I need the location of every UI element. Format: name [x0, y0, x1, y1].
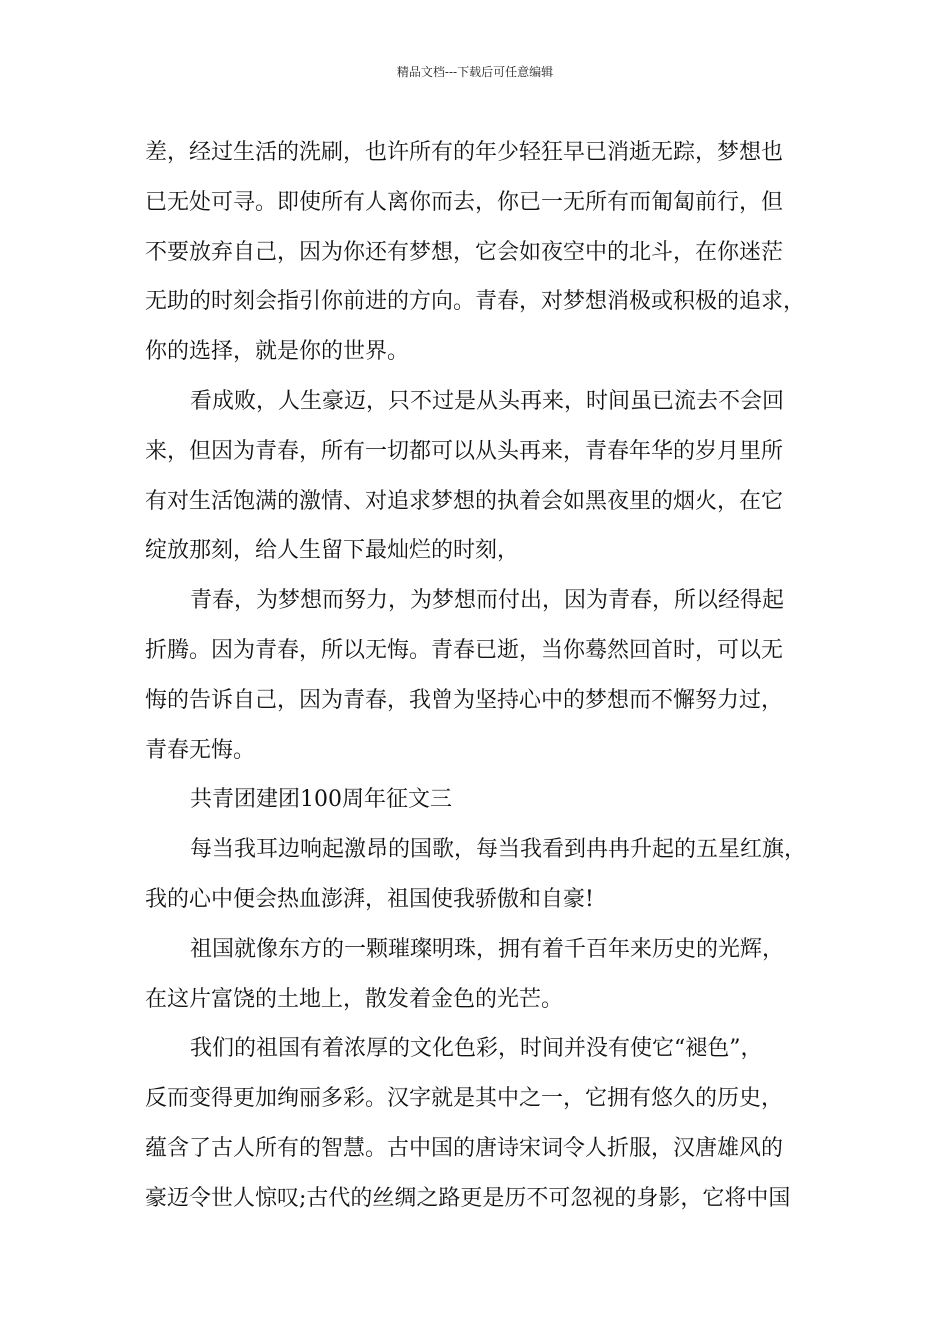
section-heading: 共青团建团100周年征文三	[190, 787, 452, 813]
text-line: 有对生活饱满的激情、对追求梦想的执着会如黑夜里的烟火，在它	[145, 488, 784, 514]
text-line: 来，但因为青春，所有一切都可以从头再来，青春年华的岁月里所	[145, 438, 784, 464]
text-line: 豪迈令世人惊叹;古代的丝绸之路更是历不可忽视的身影，它将中国	[145, 1185, 791, 1211]
text-line: 我的心中便会热血澎湃，祖国使我骄傲和自豪!	[145, 886, 594, 912]
text-line: 反而变得更加绚丽多彩。汉字就是其中之一，它拥有悠久的历史，	[145, 1086, 784, 1112]
text-line: 你的选择，就是你的世界。	[145, 339, 410, 365]
text-line: 青春无悔。	[145, 737, 256, 763]
text-line: 无助的时刻会指引你前进的方向。青春，对梦想消极或积极的追求，	[145, 289, 806, 315]
page-header: 精品文档---下载后可任意编辑	[396, 65, 554, 79]
text-line: 蕴含了古人所有的智慧。古中国的唐诗宋词令人折服，汉唐雄风的	[145, 1135, 784, 1161]
text-line: 在这片富饶的土地上，散发着金色的光芒。	[145, 986, 564, 1012]
text-line: 不要放弃自己，因为你还有梦想，它会如夜空中的北斗，在你迷茫	[145, 239, 784, 265]
text-line: 悔的告诉自己，因为青春，我曾为坚持心中的梦想而不懈努力过，	[145, 687, 784, 713]
text-line: 祖国就像东方的一颗璀璨明珠，拥有着千百年来历史的光辉，	[190, 936, 785, 962]
text-line: 已无处可寻。即使所有人离你而去，你已一无所有而匍匐前行，但	[145, 189, 784, 215]
text-line: 每当我耳边响起激昂的国歌，每当我看到冉冉升起的五星红旗，	[190, 837, 807, 863]
text-line: 差，经过生活的洗刷，也许所有的年少轻狂早已消逝无踪，梦想也	[145, 140, 784, 165]
document-body	[145, 128, 825, 1224]
text-line: 看成败，人生豪迈，只不过是从头再来，时间虽已流去不会回	[190, 388, 785, 414]
text-line: 我们的祖国有着浓厚的文化色彩，时间并没有使它“褪色”，	[190, 1036, 763, 1062]
text-line: 绽放那刻，给人生留下最灿烂的时刻，	[145, 538, 520, 564]
text-line: 折腾。因为青春，所以无悔。青春已逝，当你蓦然回首时，可以无	[145, 637, 784, 663]
text-line: 青春，为梦想而努力，为梦想而付出，因为青春，所以经得起	[190, 588, 785, 614]
